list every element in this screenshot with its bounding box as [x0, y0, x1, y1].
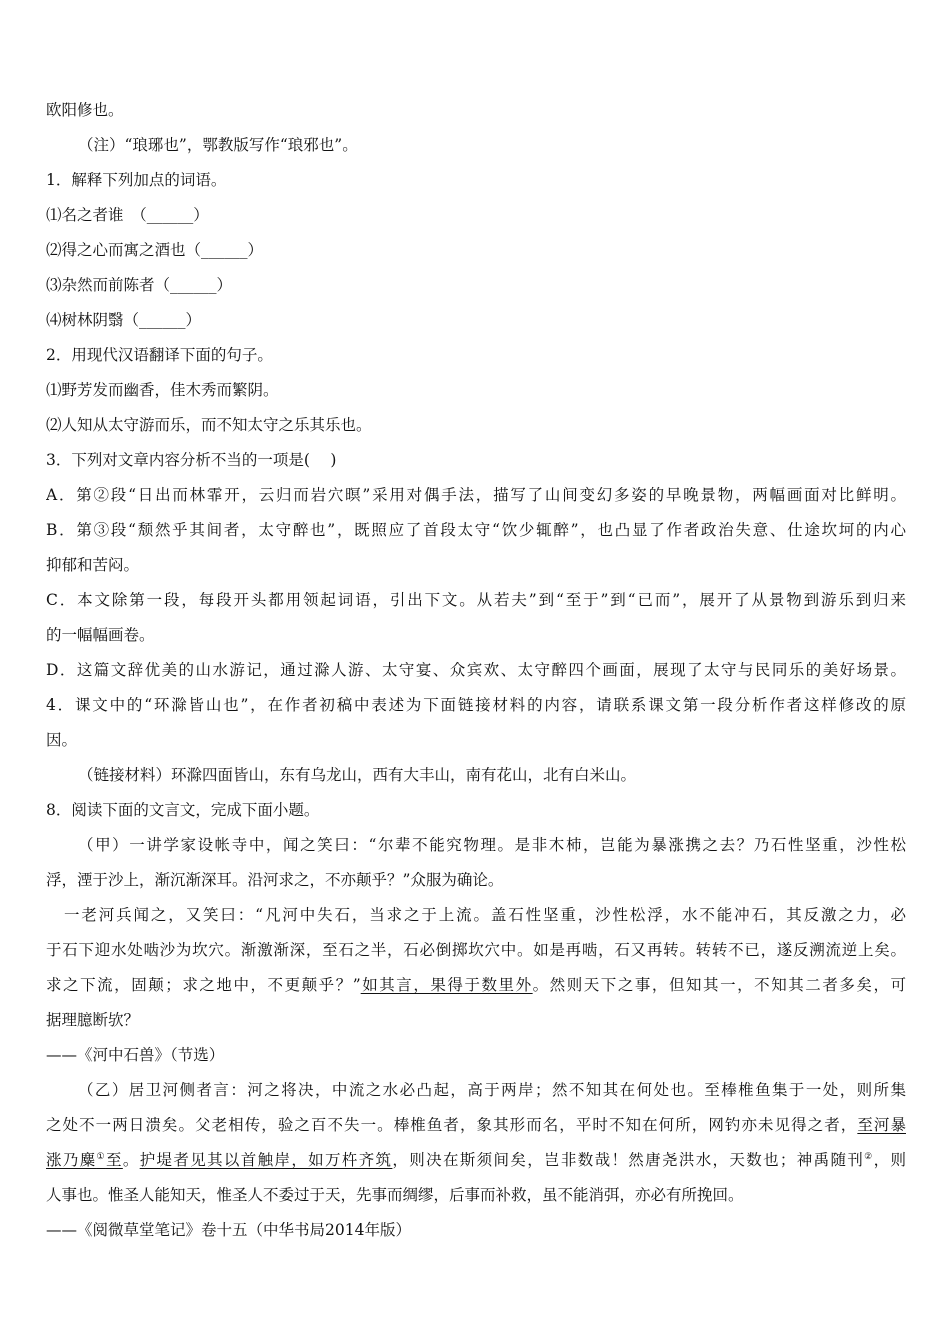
- passage-jia-line: 浮，湮于沙上，渐沉渐深耳。沿河求之，不亦颠乎？”众服为确论。: [46, 871, 504, 889]
- text-segment: ，则: [873, 1151, 906, 1169]
- passage-jia-line: （甲）一讲学家设帐寺中，闻之笑曰：“尔辈不能究物理。是非木杮，岂能为暴涨携之去？乃石性坚重，沙性松: [78, 836, 906, 854]
- passage-yi-line: 人事也。惟圣人能知天，惟圣人不委过于天，先事而绸缪，后事而补救，虽不能消弭，亦必有所挽回。: [46, 1186, 744, 1204]
- text-segment: 。: [122, 1151, 140, 1169]
- passage-jia-line: 一老河兵闻之，又笑曰：“凡河中失石，当求之于上流。盖石性坚重，沙性松浮，水不能冲石，其反激之力，必: [64, 906, 906, 924]
- text-segment: 。然则天下之事，但知其一，不知其二者多矣，可: [532, 976, 906, 994]
- option-d: D．这篇文辞优美的山水游记，通过滁人游、太守宴、众宾欢、太守醉四个画面，展现了太守与民同乐的美好场景。: [46, 661, 906, 679]
- question-3: 3．下列对文章内容分析不当的一项是( ): [46, 451, 337, 469]
- text-segment: 至: [105, 1151, 123, 1169]
- option-a: A．第②段“日出而林霏开，云归而岩穴暝”采用对偶手法，描写了山间变幻多姿的早晚景物，两幅画面对比鲜明。: [46, 486, 906, 504]
- passage-jia-line: 于石下迎水处啮沙为坎穴。渐激渐深，至石之半，石必倒掷坎穴中。如是再啮，石又再转。转转不已，遂反溯流逆上矣。: [46, 941, 906, 959]
- footnote-marker: ①: [96, 1151, 106, 1162]
- question-2-item-1: ⑴野芳发而幽香，佳木秀而繁阴。: [46, 381, 279, 399]
- passage-yi-line: [46, 1143, 906, 1178]
- text-segment: 求之下流，固颠；求之地中，不更颠乎？”: [46, 976, 361, 994]
- question-1-item-4: ⑷树林阴翳（______）: [46, 311, 202, 329]
- underlined-sentence: 如其言，果得于数里外: [360, 976, 533, 994]
- option-b: B．第③段“颓然乎其间者，太守醉也”，既照应了首段太守“饮少辄醉”，也凸显了作者政治失意、仕途坎坷的内心: [46, 521, 906, 539]
- question-2-item-2: ⑵人知从太守游而乐，而不知太守之乐其乐也。: [46, 416, 372, 434]
- underlined-sentence: 护堤者见其以首触岸，如万杵齐筑: [139, 1151, 393, 1169]
- question-1-item-3: ⑶杂然而前陈者（______）: [46, 276, 233, 294]
- passage-yi-line: （乙）居卫河侧者言：河之将决，中流之水必凸起，高于两岸；然不知其在何处也。至棒椎鱼集于一处，则所集: [78, 1081, 906, 1099]
- option-b-cont: 抑郁和苦闷。: [46, 556, 140, 574]
- question-1-item-2: ⑵得之心而寓之酒也（______）: [46, 241, 264, 259]
- text-segment: 涨乃麋: [46, 1151, 97, 1169]
- question-2: 2．用现代汉语翻译下面的句子。: [46, 346, 273, 364]
- text-segment: 之处不一两日溃矣。父老相传，验之百不失一。棒椎鱼者，象其形而名，平时不知在何所，网钓亦未见得之者，: [46, 1116, 858, 1134]
- passage-jia-line: [46, 968, 906, 1003]
- question-1: 1．解释下列加点的词语。: [46, 171, 227, 189]
- text-line: 欧阳修也。: [46, 101, 124, 119]
- underlined-sentence: 至河暴: [857, 1116, 906, 1134]
- question-4-cont: 因。: [46, 731, 78, 749]
- option-c: C．本文除第一段，每段开头都用领起词语，引出下文。从若夫”到“至于”到“已而”，展开了从景物到游乐到归来: [46, 591, 906, 609]
- passage-yi-line: [46, 1108, 906, 1143]
- link-material: （链接材料）环滁四面皆山，东有乌龙山，西有大丰山，南有花山，北有白米山。: [78, 766, 637, 784]
- source-yi: ——《阅微草堂笔记》卷十五（中华书局2014年版）: [46, 1221, 411, 1239]
- document-page: [46, 93, 906, 1248]
- text-segment: ，则决在斯须间矣，岂非数哉！然唐尧洪水，天数也；神禹随刊: [392, 1151, 865, 1169]
- question-8: 8．阅读下面的文言文，完成下面小题。: [46, 801, 320, 819]
- question-1-item-1: ⑴名之者谁 （______）: [46, 206, 209, 224]
- underlined-sentence: [46, 1151, 123, 1169]
- note-line: （注）“琅琊也”，鄂教版写作“琅邪也”。: [78, 136, 358, 154]
- option-c-cont: 的一幅幅画卷。: [46, 626, 155, 644]
- question-4: 4．课文中的“环滁皆山也”，在作者初稿中表述为下面链接材料的内容，请联系课文第一段分析作者这样修改的原: [46, 696, 906, 714]
- passage-jia-line: 据理臆断欤？: [46, 1011, 140, 1029]
- footnote-marker: ②: [864, 1151, 874, 1162]
- source-jia: ——《河中石兽》（节选）: [46, 1046, 225, 1064]
